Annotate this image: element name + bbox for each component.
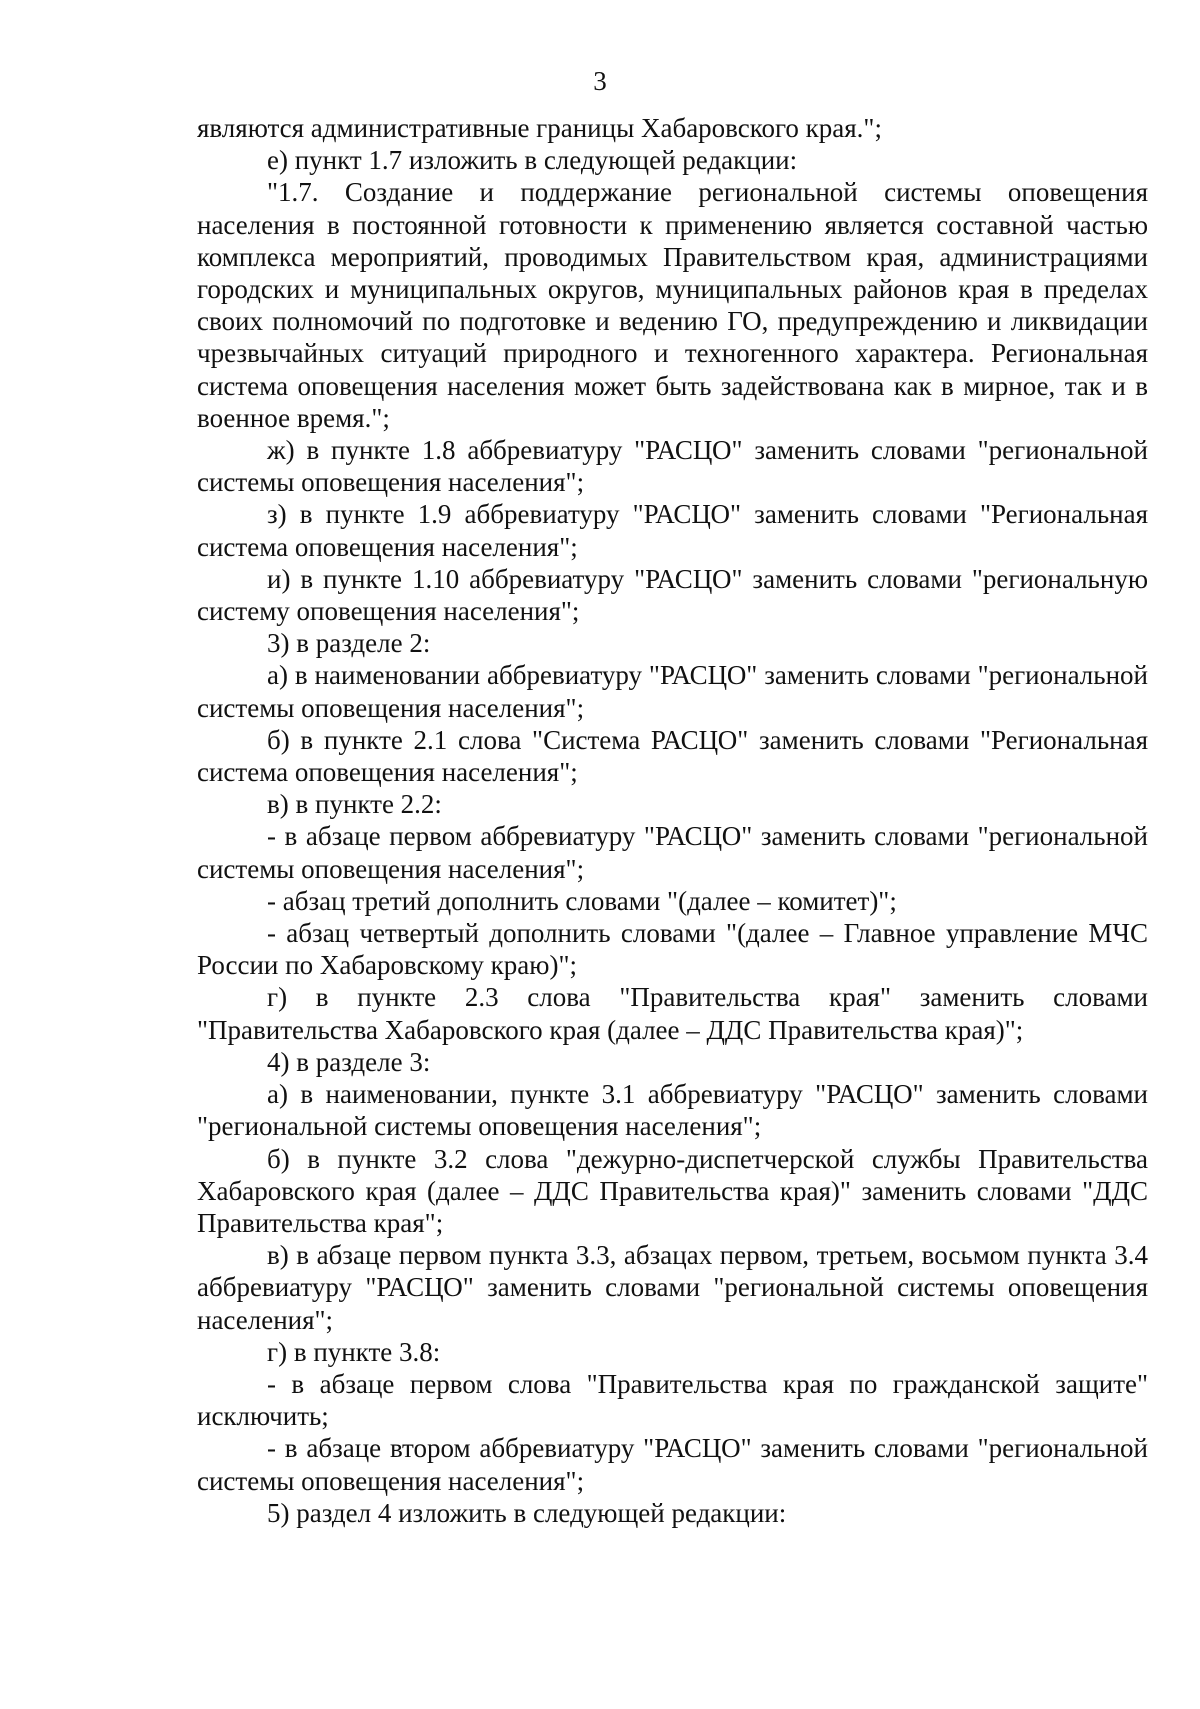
paragraph-6: и) в пункте 1.10 аббревиатуру "РАСЦО" заменить словами "региональную систему оповещения населения"; bbox=[197, 563, 1148, 627]
paragraph-9: б) в пункте 2.1 слова "Система РАСЦО" заменить словами "Региональная система оповещения населения"; bbox=[197, 724, 1148, 788]
paragraph-1: являются административные границы Хабаровского края."; bbox=[197, 113, 882, 143]
paragraph-15: 4) в разделе 3: bbox=[267, 1046, 431, 1077]
paragraph-21: - в абзаце втором аббревиатуру "РАСЦО" заменить словами "региональной системы оповещения населения"; bbox=[197, 1433, 1148, 1496]
page-number: 3 bbox=[593, 66, 607, 96]
document-body bbox=[197, 112, 1148, 1529]
paragraph-11: - в абзаце первом аббревиатуру "РАСЦО" заменить словами "региональной системы оповещения населения"; bbox=[197, 821, 1148, 884]
paragraph-13: - абзац четвертый дополнить словами "(далее – Главное управление МЧС России по Хабаровскому краю)"; bbox=[197, 918, 1148, 981]
paragraph-20: - в абзаце первом слова "Правительства края по гражданской защите" исключить; bbox=[197, 1368, 1148, 1432]
paragraph-10: в) в пункте 2.2: bbox=[267, 789, 442, 820]
paragraph-22: 5) раздел 4 изложить в следующей редакции: bbox=[267, 1497, 787, 1528]
paragraph-4: ж) в пункте 1.8 аббревиатуру "РАСЦО" заменить словами "региональной системы оповещения населения"; bbox=[197, 435, 1148, 498]
paragraph-16: а) в наименовании, пункте 3.1 аббревиатуру "РАСЦО" заменить словами "региональной системы оповещения населения"; bbox=[197, 1079, 1148, 1142]
paragraph-7: 3) в разделе 2: bbox=[267, 628, 431, 659]
paragraph-19: г) в пункте 3.8: bbox=[267, 1336, 441, 1367]
paragraph-17: б) в пункте 3.2 слова "дежурно-диспетчерской службы Правительства Хабаровского края (далее – ДДС Правительства края)" заменить словами "ДДС Правительства края"; bbox=[197, 1143, 1148, 1238]
paragraph-2: е) пункт 1.7 изложить в следующей редакции: bbox=[267, 145, 798, 176]
paragraph-8: а) в наименовании аббревиатуру "РАСЦО" заменить словами "региональной системы оповещения населения"; bbox=[197, 660, 1148, 723]
paragraph-18: в) в абзаце первом пункта 3.3, абзацах первом, третьем, восьмом пункта 3.4 аббревиатуру "РАСЦО" заменить словами "региональной системы оповещения населения"; bbox=[197, 1240, 1148, 1335]
paragraph-3: "1.7. Создание и поддержание региональной системы оповещения населения в постоянной готовности к применению является составной частью комплекса мероприятий, проводимых Правительством края, администрациями городских и муниципальных округов, муниципальных районов края в пределах своих полномочий по подготовке и ведению ГО, предупреждению и ликвидации чрезвычайных ситуаций природного и техногенного характера. Региональная система оповещения населения может быть задействована как в мирное, так и в военное время."; bbox=[197, 177, 1148, 433]
paragraph-5: з) в пункте 1.9 аббревиатуру "РАСЦО" заменить словами "Региональная система оповещения населения"; bbox=[197, 499, 1148, 562]
paragraph-12: - абзац третий дополнить словами "(далее – комитет)"; bbox=[267, 885, 897, 916]
paragraph-14: г) в пункте 2.3 слова "Правительства края" заменить словами "Правительства Хабаровского края (далее – ДДС Правительства края)"; bbox=[197, 982, 1148, 1045]
